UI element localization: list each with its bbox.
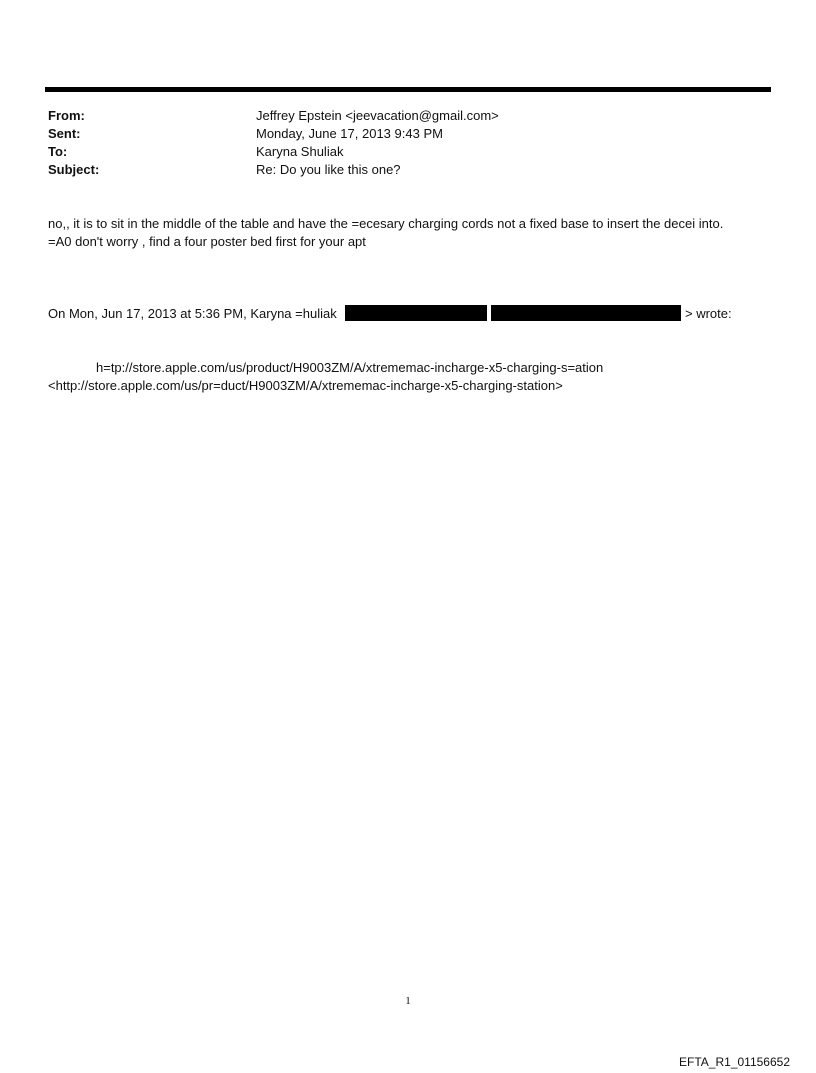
header-to bbox=[48, 143, 748, 161]
email-body bbox=[48, 215, 723, 251]
redaction-box bbox=[345, 305, 487, 321]
header-value: Jeffrey Epstein <jeevacation@gmail.com> bbox=[256, 108, 499, 123]
quote-suffix: > wrote: bbox=[685, 306, 732, 321]
quoted-links bbox=[48, 359, 603, 395]
document-id: EFTA_R1_01156652 bbox=[679, 1055, 790, 1069]
header-divider bbox=[45, 87, 771, 92]
header-label: To: bbox=[48, 144, 68, 159]
header-value: Re: Do you like this one? bbox=[256, 162, 401, 177]
header-label: From: bbox=[48, 108, 85, 123]
quoted-link: h=tp://store.apple.com/us/product/H9003ZM/A/xtrememac-incharge-x5-charging-s=ation bbox=[96, 360, 604, 375]
header-label: Sent: bbox=[48, 126, 81, 141]
body-line: =A0 don't worry , find a four poster bed first for your apt bbox=[48, 234, 366, 249]
redaction-box bbox=[491, 305, 681, 321]
header-label: Subject: bbox=[48, 162, 100, 177]
quote-intro: On Mon, Jun 17, 2013 at 5:36 PM, Karyna =huliak bbox=[48, 306, 337, 321]
email-headers bbox=[48, 107, 748, 179]
header-value: Monday, June 17, 2013 9:43 PM bbox=[256, 126, 443, 141]
body-line: no,, it is to sit in the middle of the table and have the =ecesary charging cords not a fixed base to insert the decei into. bbox=[48, 216, 724, 231]
page-number: 1 bbox=[405, 995, 411, 1007]
header-sent bbox=[48, 125, 748, 143]
header-subject bbox=[48, 161, 748, 179]
header-value: Karyna Shuliak bbox=[256, 144, 344, 159]
header-from bbox=[48, 107, 748, 125]
quoted-link: <http://store.apple.com/us/pr=duct/H9003ZM/A/xtrememac-incharge-x5-charging-station> bbox=[48, 378, 563, 393]
